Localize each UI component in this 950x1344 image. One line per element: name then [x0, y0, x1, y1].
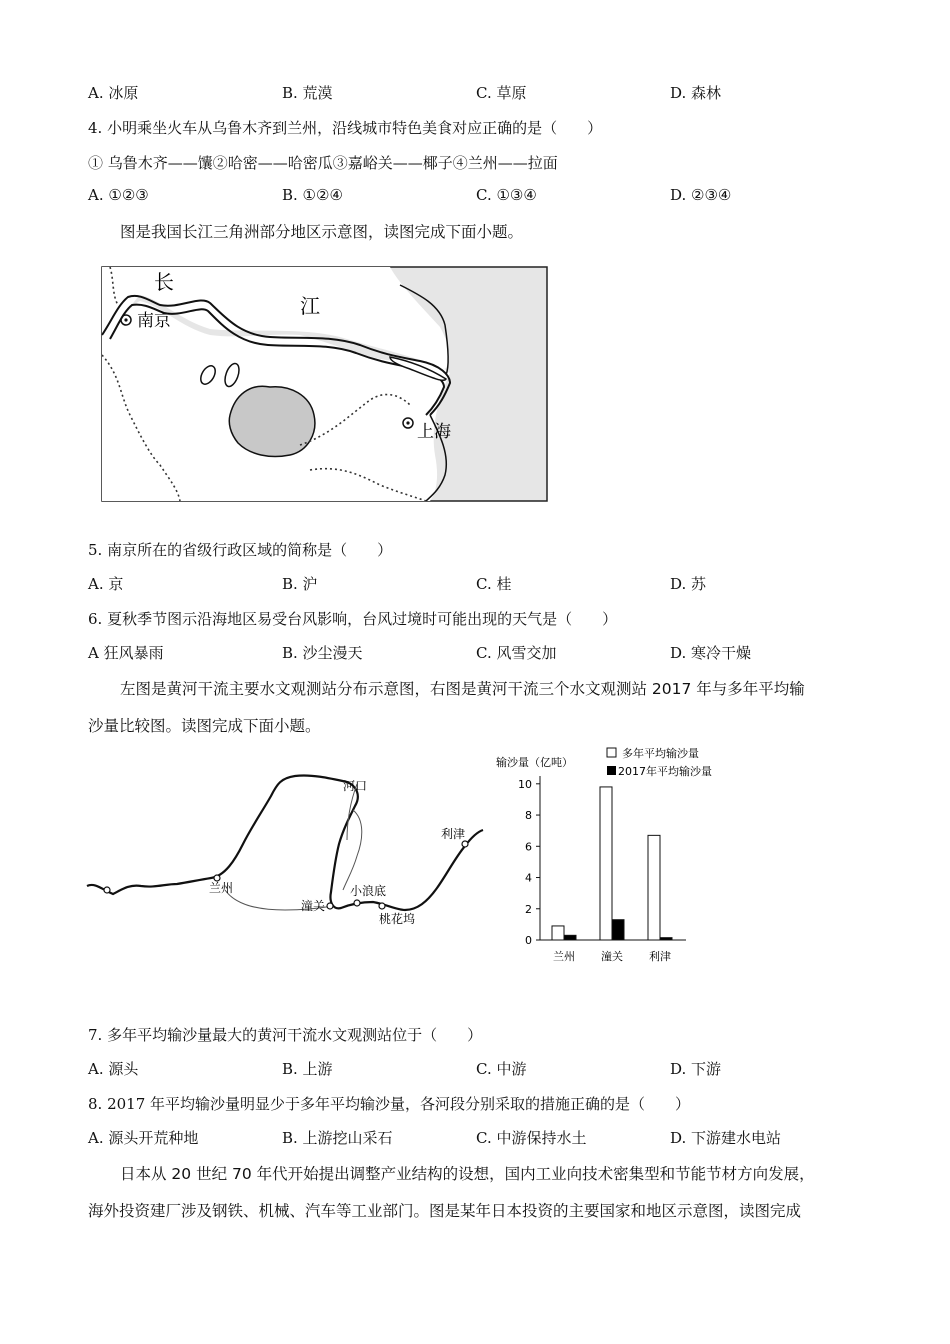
- intro-japan-line1: 日本从 20 世纪 70 年代开始提出调整产业结构的设想，国内工业向技术密集型和节能节材方向发展，: [120, 1165, 815, 1183]
- chart-ylabel: 输沙量（亿吨）: [496, 756, 573, 769]
- bar-avg-1: [600, 787, 612, 940]
- q4-stem: 4. 小明乘坐火车从乌鲁木齐到兰州，沿线城市特色美食对应正确的是（ ）: [88, 119, 603, 137]
- q3-option-d[interactable]: D. 森林: [670, 84, 722, 102]
- taohuayu-marker: [379, 903, 385, 909]
- q5-option-b[interactable]: B. 沪: [282, 575, 318, 593]
- y-tick-label: 4: [525, 871, 532, 885]
- q7-stem: 7. 多年平均输沙量最大的黄河干流水文观测站位于（ ）: [88, 1026, 483, 1044]
- q8-option-c[interactable]: C. 中游保持水土: [476, 1129, 587, 1147]
- q8-stem: 8. 2017 年平均输沙量明显少于多年平均输沙量，各河段分别采取的措施正确的是（ ）: [88, 1095, 691, 1113]
- sand-transport-chart: [490, 742, 740, 972]
- q3-option-c[interactable]: C. 草原: [476, 84, 527, 102]
- legend-avg-swatch: [607, 748, 616, 757]
- y-tick-label: 6: [525, 840, 532, 854]
- bar-2017-1: [612, 920, 624, 940]
- y-tick-label: 8: [525, 809, 532, 823]
- intro-yellow-line2: 沙量比较图。读图完成下面小题。: [88, 717, 321, 735]
- q4-option-b[interactable]: B. ①②④: [282, 186, 343, 204]
- category-label: 兰州: [553, 950, 575, 963]
- q6-option-c[interactable]: C. 风雪交加: [476, 644, 557, 662]
- q3-option-b[interactable]: B. 荒漠: [282, 84, 333, 102]
- q3-option-a[interactable]: A. 冰原: [88, 84, 139, 102]
- bar-2017-2: [660, 938, 672, 940]
- map1-label-nanjing: 南京: [137, 311, 171, 331]
- taihu-lake: [229, 386, 315, 456]
- y-tick-label: 10: [518, 777, 532, 791]
- q7-option-a[interactable]: A. 源头: [88, 1060, 139, 1078]
- q6-option-a[interactable]: A 狂风暴雨: [88, 644, 164, 662]
- q8-options: [88, 1127, 848, 1149]
- q4-options: [88, 186, 848, 208]
- station-label-hekou: 河口: [343, 779, 368, 793]
- bar-2017-0: [564, 935, 576, 940]
- tributary-fen: [343, 810, 362, 890]
- q7-option-c[interactable]: C. 中游: [476, 1060, 527, 1078]
- intro-yellow-line1: 左图是黄河干流主要水文观测站分布示意图，右图是黄河干流三个水文观测站 2017 年与多年平均输: [120, 680, 805, 698]
- q8-option-d[interactable]: D. 下游建水电站: [670, 1129, 782, 1147]
- q4-option-d[interactable]: D. ②③④: [670, 186, 732, 204]
- map1-label-jiang: 江: [300, 294, 320, 318]
- xiaolangdi-marker: [354, 900, 360, 906]
- station-label-taohuayu: 桃花坞: [379, 912, 416, 926]
- station-label-lijin: 利津: [441, 827, 466, 841]
- q6-option-b[interactable]: B. 沙尘漫天: [282, 644, 363, 662]
- intro-map1: 图是我国长江三角洲部分地区示意图，读图完成下面小题。: [120, 223, 524, 241]
- q7-option-d[interactable]: D. 下游: [670, 1060, 722, 1078]
- station-label-lanzhou: 兰州: [209, 881, 234, 895]
- q4-option-c[interactable]: C. ①③④: [476, 186, 537, 204]
- q4-statements: ① 乌鲁木齐——馕②哈密——哈密瓜③嘉峪关——椰子④兰州——拉面: [88, 154, 558, 172]
- q7-option-b[interactable]: B. 上游: [282, 1060, 333, 1078]
- lijin-marker: [462, 841, 468, 847]
- q5-options: [88, 573, 848, 595]
- map1-label-chang: 长: [154, 270, 174, 294]
- q4-option-a[interactable]: A. ①②③: [88, 186, 149, 204]
- legend-2017-label: 2017年平均输沙量: [618, 765, 712, 778]
- y-tick-label: 2: [525, 902, 532, 916]
- q8-option-b[interactable]: B. 上游挖山采石: [282, 1129, 393, 1147]
- q8-option-a[interactable]: A. 源头开荒种地: [88, 1129, 199, 1147]
- q6-stem: 6. 夏秋季节图示沿海地区易受台风影响，台风过境时可能出现的天气是（ ）: [88, 610, 618, 628]
- q7-options: [88, 1058, 848, 1080]
- q5-option-c[interactable]: C. 桂: [476, 575, 512, 593]
- intro-japan-line2: 海外投资建厂涉及钢铁、机械、汽车等工业部门。图是某年日本投资的主要国家和地区示意图，读图完成: [88, 1202, 802, 1220]
- source-marker: [104, 887, 110, 893]
- station-label-tongguan: 潼关: [301, 899, 326, 913]
- q6-option-d[interactable]: D. 寒冷干燥: [670, 644, 752, 662]
- legend-avg-label: 多年平均输沙量: [622, 747, 699, 760]
- yellow-river-map: [85, 760, 485, 940]
- q3-options: [88, 82, 848, 104]
- legend-2017-swatch: [607, 766, 616, 775]
- yangtze-delta-map: [100, 265, 550, 503]
- category-label: 潼关: [601, 950, 623, 963]
- station-label-xiaolangdi: 小浪底: [350, 884, 387, 898]
- q5-option-d[interactable]: D. 苏: [670, 575, 707, 593]
- q5-stem: 5. 南京所在的省级行政区域的简称是（ ）: [88, 541, 393, 559]
- bar-avg-2: [648, 835, 660, 940]
- yellow-river-main: [87, 775, 483, 910]
- y-tick-label: 0: [525, 934, 532, 947]
- bar-avg-0: [552, 926, 564, 940]
- q6-options: [88, 642, 848, 664]
- q5-option-a[interactable]: A. 京: [88, 575, 124, 593]
- tongguan-marker: [327, 903, 333, 909]
- map1-label-shanghai: 上海: [417, 422, 451, 442]
- category-label: 利津: [649, 950, 671, 963]
